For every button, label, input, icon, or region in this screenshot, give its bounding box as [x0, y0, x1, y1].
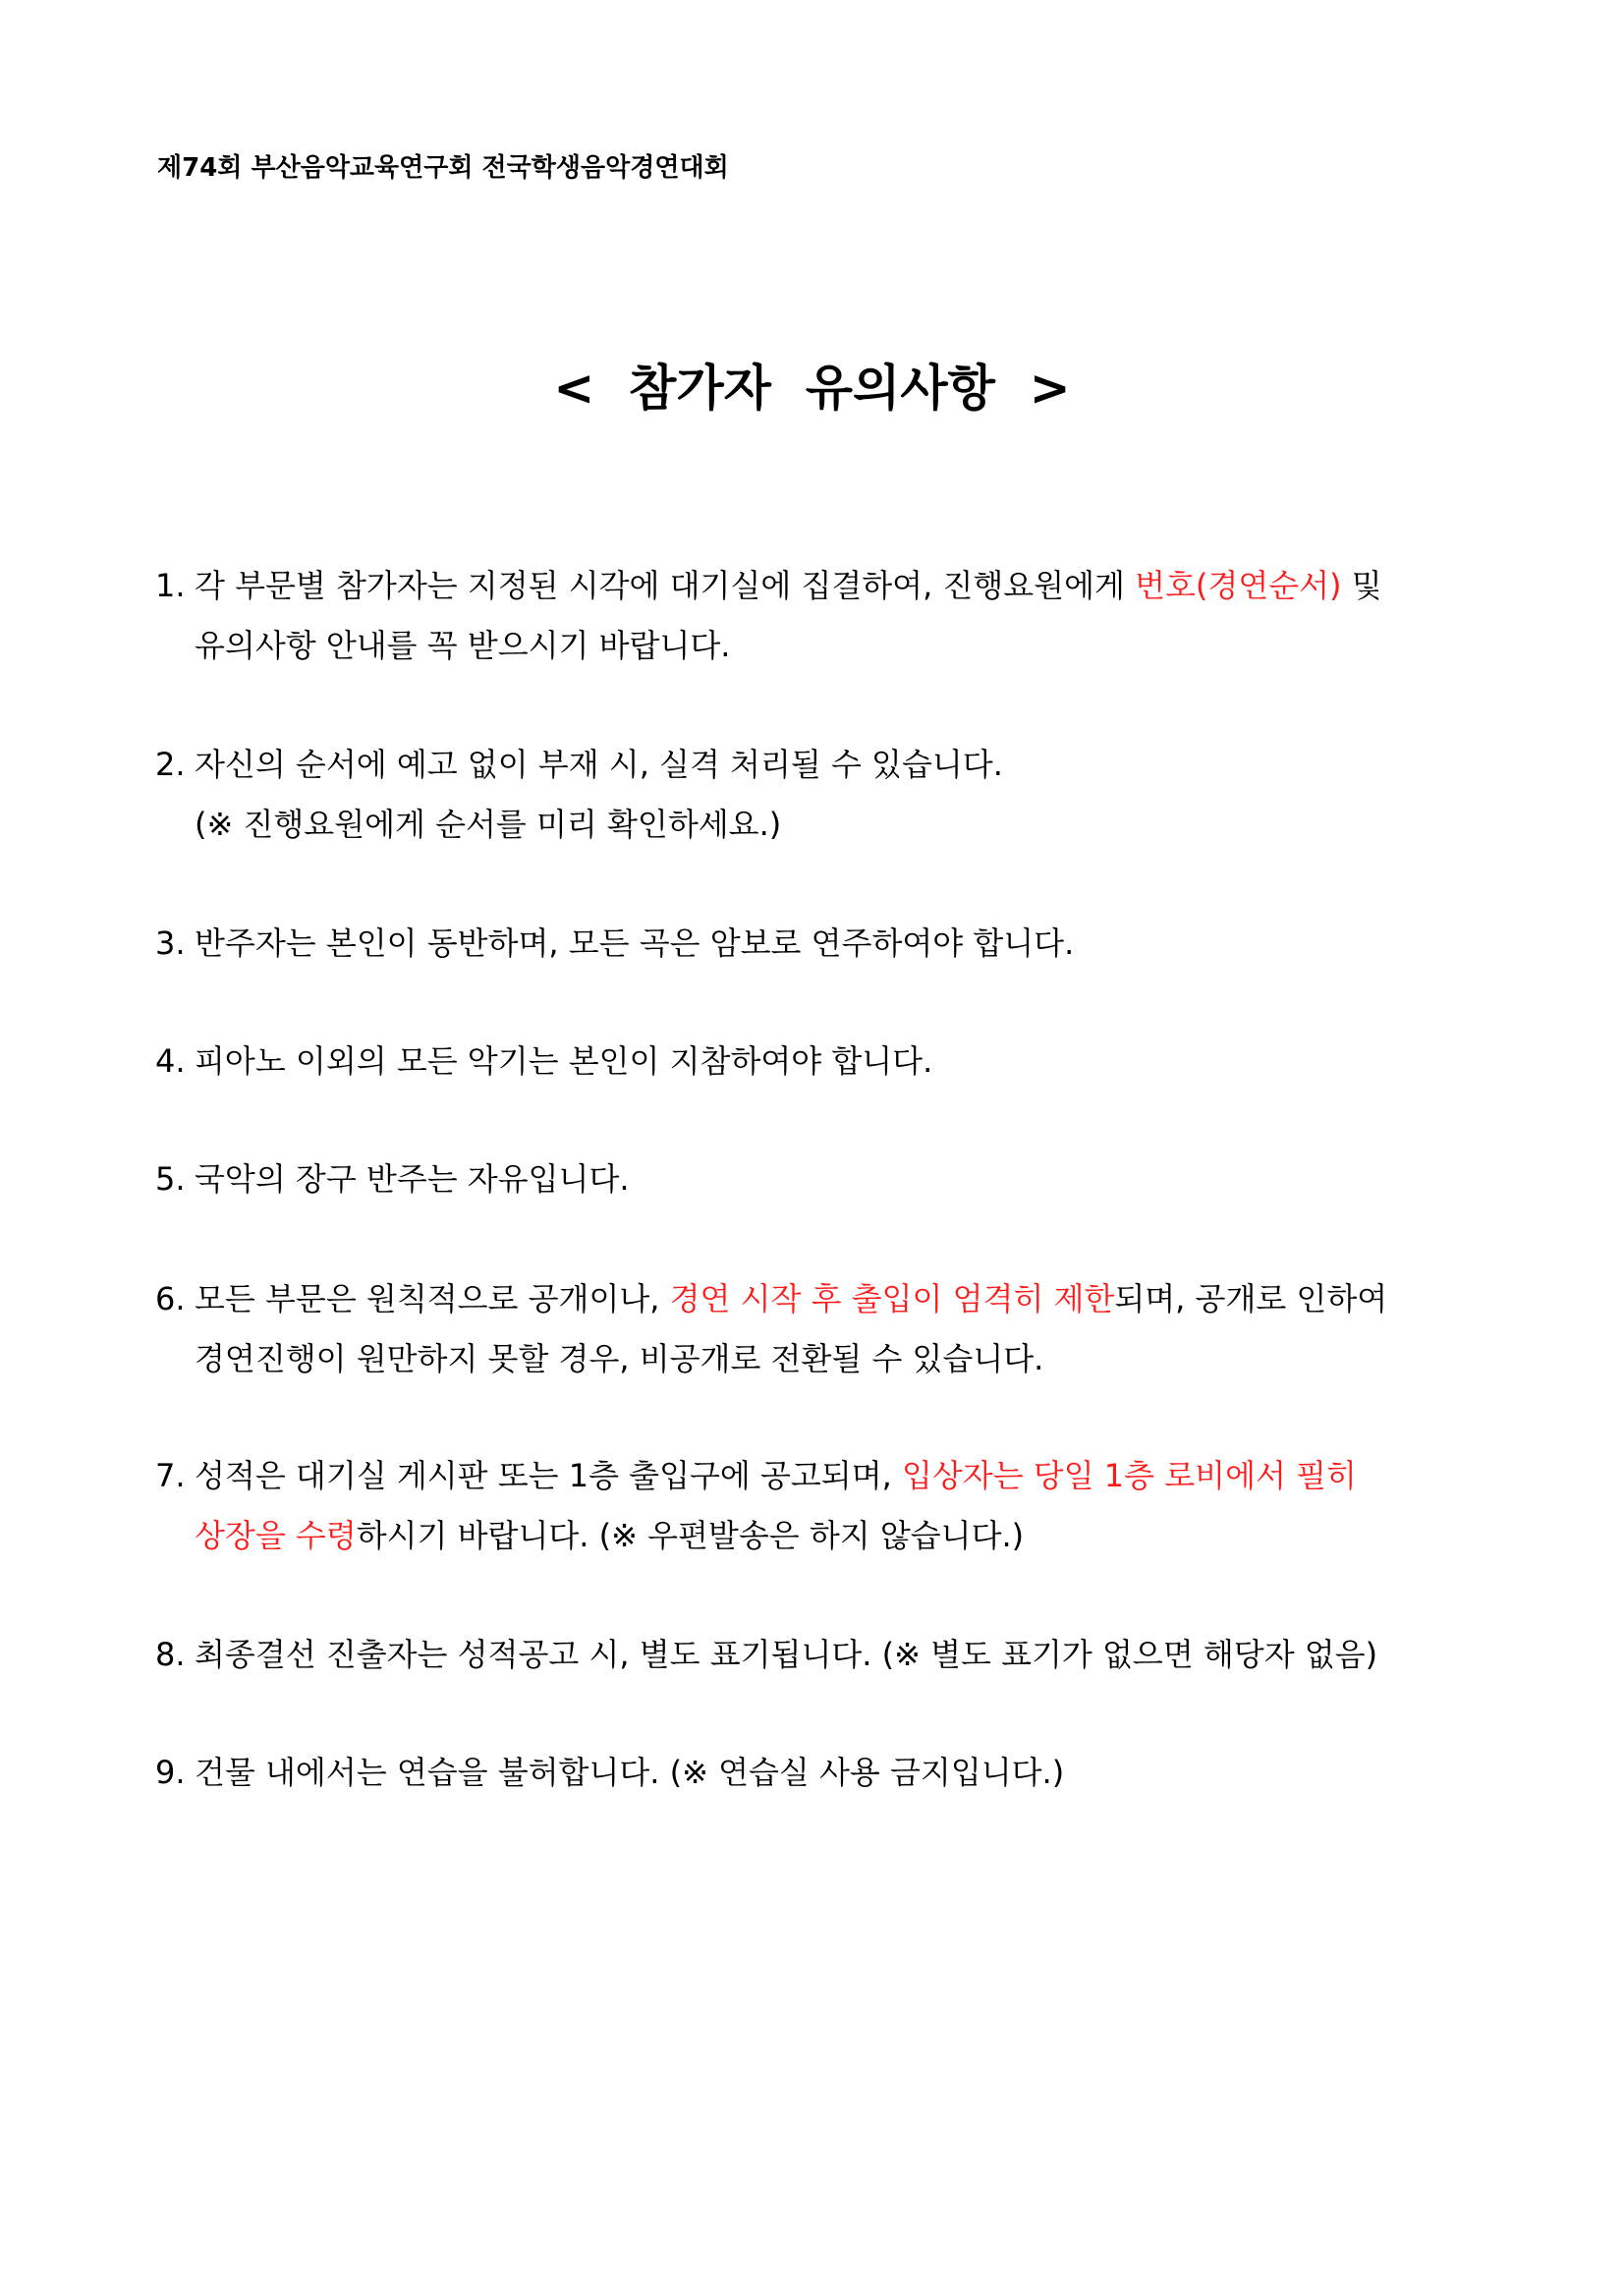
item-number: 3. [155, 924, 186, 962]
notice-item-9 [155, 1743, 1064, 1803]
item-text-line2: 경연진행이 원만하지 못할 경우, 비공개로 전환될 수 있습니다. [195, 1340, 1044, 1377]
item-number: 5. [155, 1160, 186, 1198]
item-highlight: 경연 시작 후 출입이 엄격히 제한 [669, 1280, 1115, 1317]
item-text: 되며, 공개로 인하여 [1114, 1280, 1388, 1317]
item-text: 성적은 대기실 게시판 또는 1층 출입구에 공고되며, [195, 1457, 902, 1494]
item-text: 피아노 이외의 모든 악기는 본인이 지참하여야 합니다. [195, 1042, 933, 1080]
item-text: 국악의 장구 반주는 자유입니다. [195, 1160, 630, 1198]
item-text: 하시기 바랍니다. (※ 우편발송은 하지 않습니다.) [356, 1517, 1025, 1554]
notice-item-3 [155, 914, 1074, 974]
item-text: 모든 부문은 원칙적으로 공개이나, [195, 1280, 670, 1317]
notice-item-8 [155, 1625, 1377, 1685]
item-number: 6. [155, 1280, 186, 1317]
item-number: 2. [155, 746, 186, 783]
item-text-line2: (※ 진행요원에게 순서를 미리 확인하세요.) [195, 806, 782, 843]
item-number: 4. [155, 1042, 186, 1080]
notice-item-4 [155, 1032, 932, 1092]
document-title: < 참가자 유의사항 > [553, 360, 1071, 417]
notice-item-7 [155, 1446, 1357, 1566]
item-text: 자신의 순서에 예고 없이 부재 시, 실격 처리될 수 있습니다. [195, 746, 1003, 783]
notice-item-2 [155, 735, 1003, 855]
notice-item-6 [155, 1269, 1387, 1389]
item-highlight: 상장을 수령 [195, 1517, 357, 1554]
notice-item-5 [155, 1149, 630, 1209]
item-text: 각 부문별 참가자는 지정된 시각에 대기실에 집결하여, 진행요원에게 [195, 567, 1136, 604]
item-text-line2: 유의사항 안내를 꼭 받으시기 바랍니다. [195, 627, 731, 664]
notice-item-1 [155, 556, 1382, 676]
item-text: 및 [1341, 567, 1382, 604]
item-text: 최종결선 진출자는 성적공고 시, 별도 표기됩니다. (※ 별도 표기가 없으면 해당자 없음) [195, 1636, 1378, 1673]
item-text: 건물 내에서는 연습을 불허합니다. (※ 연습실 사용 금지입니다.) [195, 1754, 1065, 1791]
item-highlight: 입상자는 당일 1층 로비에서 필히 [901, 1457, 1357, 1494]
item-number: 8. [155, 1636, 186, 1673]
item-number: 1. [155, 567, 186, 604]
item-highlight: 번호(경연순서) [1135, 567, 1342, 604]
item-number: 7. [155, 1457, 186, 1494]
item-text: 반주자는 본인이 동반하며, 모든 곡은 암보로 연주하여야 합니다. [195, 924, 1075, 962]
item-text-line2 [155, 1506, 1357, 1566]
document-header: 제74회 부산음악교육연구회 전국학생음악경연대회 [157, 153, 729, 183]
item-number: 9. [155, 1754, 186, 1791]
